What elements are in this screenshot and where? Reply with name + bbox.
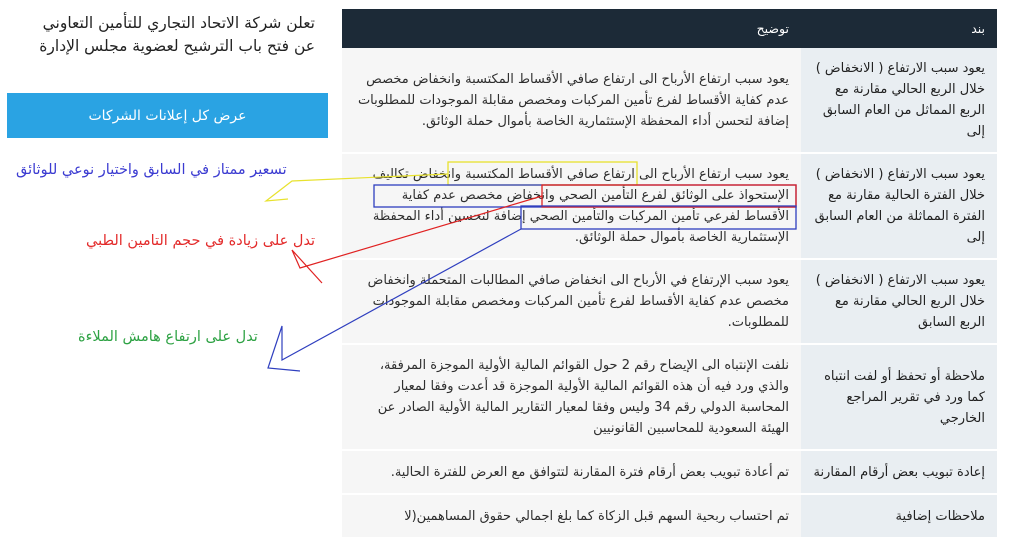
annotation-blue-note: تسعير ممتاز في السابق واختيار نوعي للوثائق (16, 162, 287, 178)
announcement-text (20, 12, 315, 58)
header-description: توضيح (342, 9, 801, 48)
table-row (342, 48, 997, 153)
header-term: بند (801, 9, 997, 48)
table-row (342, 494, 997, 538)
table-row (342, 450, 997, 494)
results-table-container (342, 9, 997, 524)
view-all-announcements-button[interactable]: عرض كل إعلانات الشركات (7, 93, 328, 138)
announcement-line-1: تعلن شركة الاتحاد التجاري للتأمين التعاوني (42, 14, 315, 32)
table-row (342, 153, 997, 259)
row-description: يعود سبب الإرتفاع في الأرباح الى انخفاض صافي المطالبات المتحملة وانخفاض مخصص عدم كفاية الأقساط لفرع تأمين المركبات ومخصص مقابلة الموجودات للمطلوبات. (342, 259, 801, 344)
row-term: يعود سبب الارتفاع ( الانخفاض ) خلال الربع الحالي مقارنة مع الربع السابق (801, 259, 997, 344)
row-description: تم احتساب ربحية السهم قبل الزكاة كما بلغ اجمالي حقوق المساهمين(لا (342, 494, 801, 538)
row-description: نلفت الإنتباه الى الإيضاح رقم 2 حول القوائم المالية الأولية الموجزة المرفقة، والذي ورد فيه أن هذه القوائم المالية الأولية الموجزة قد أعدت وفقا لمعيار المحاسبة الدولي رقم 34 وليس وفقا لمعيار التقارير المالية الأولية الصادر عن الهيئة السعودية للمحاسبين القانونيين (342, 344, 801, 450)
row-term: إعادة تبويب بعض أرقام المقارنة (801, 450, 997, 494)
announcement-line-2: عن فتح باب الترشيح لعضوية مجلس الإدارة (39, 37, 315, 55)
table-row (342, 344, 997, 450)
results-table (342, 9, 997, 539)
table-row (342, 259, 997, 344)
row-term: يعود سبب الارتفاع ( الانخفاض ) خلال الفترة الحالية مقارنة مع الفترة المماثلة من العام السابق إلى (801, 153, 997, 259)
row-term: ملاحظات إضافية (801, 494, 997, 538)
table-header-row (342, 9, 997, 48)
row-term: يعود سبب الارتفاع ( الانخفاض ) خلال الربع الحالي مقارنة مع الربع المماثل من العام السابق إلى (801, 48, 997, 153)
row-description: يعود سبب ارتفاع الأرباح الى ارتفاع صافي الأقساط المكتسبة وانخفاض تكاليف الإستحواذ على الوثائق لفرع التأمين الصحي وانخفاض مخصص عدم كفاية الأقساط لفرعي تأمين المركبات والتأمين الصحي إضافة لتحسين أداء المحفظة الإستثمارية الخاصة بأموال حملة الوثائق. (342, 153, 801, 259)
annotation-red-note: تدل على زيادة في حجم التامين الطبي (86, 233, 316, 249)
row-term: ملاحظة أو تحفظ أو لفت انتباه كما ورد في تقرير المراجع الخارجي (801, 344, 997, 450)
row-description: تم أعادة تبويب بعض أرقام فترة المقارنة لتتوافق مع العرض للفترة الحالية. (342, 450, 801, 494)
row-description: يعود سبب ارتفاع الأرباح الى ارتفاع صافي الأقساط المكتسبة وانخفاض مخصص عدم كفاية الأقساط لفرع تأمين المركبات ومخصص مقابلة الموجودات للمطلوبات إضافة لتحسن أداء المحفظة الإستثمارية الخاصة بأموال حملة الوثائق. (342, 48, 801, 153)
annotation-green-note: تدل على ارتفاع هامش الملاءة (78, 329, 258, 345)
